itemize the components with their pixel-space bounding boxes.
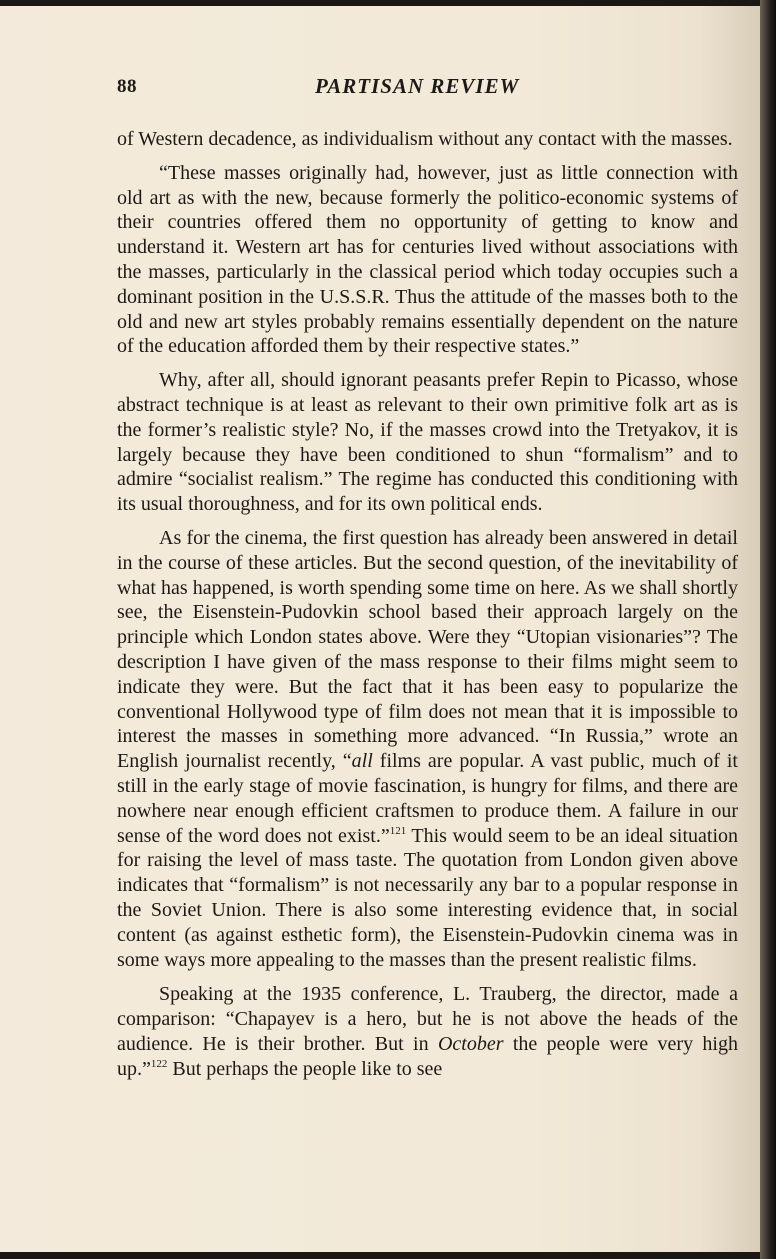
page-number: 88 (117, 76, 137, 97)
emphasis-text: all (351, 750, 373, 773)
paragraph-text: As for the cinema, the first question has already been answered in detail in the course of these articles. But the second question, of the inevitability of what has happened, is worth spending some time on here. As we shall shortly see, the Eisenstein-Pudovkin school based their approach largely on the principle which London states above. Were they “Utopian visionaries”? The description I have given of the mass response to their films might seem to indicate they were. But the fact that it has been easy to popularize the conventional Hollywood type of film does not mean that it is impossible to interest the masses in something more advanced. “In Russia,” wrote an English journalist recently, “ (117, 526, 738, 773)
paragraph (117, 982, 738, 1081)
paragraph: Why, after all, should ignorant peasants prefer Repin to Picasso, whose abstract technique is at least as relevant to their own primitive folk art as is the former’s realistic style? No, if the masses crowd into the Tretyakov, it is largely because they have been conditioned to shun “formalism” and to admire “socialist realism.” The regime has conducted this conditioning with its usual thoroughness, and for its own political ends. (117, 369, 738, 516)
running-head: PARTISAN REVIEW (315, 74, 520, 98)
book-gutter-shadow (760, 0, 776, 1259)
paragraph: “These masses originally had, however, just as little connection with old art as with the new, because formerly the politico-economic systems of their countries offered them no opportunity of getting to know and understand it. Western art has for centuries lived without associations with the masses, particularly in the classical period which today occupies such a dominant position in the U.S.S.R. Thus the attitude of the masses both to the old and new art styles probably remains essentially dependent on the nature of the education afforded them by their respective states.” (117, 161, 738, 358)
body-text (117, 127, 738, 1090)
paragraph-text: But perhaps the people like to see (167, 1057, 443, 1080)
footnote-marker: 121 (389, 824, 407, 837)
paragraph (117, 526, 738, 972)
paragraph-text: This would seem to be an ideal situation for raising the level of mass taste. The quotation from London given above indicates that “formalism” is not necessarily any bar to a popular response in the Soviet Union. There is also some interesting evidence that, in social content (as against esthetic form), the Eisenstein-Pudovkin cinema was in some ways more appealing to the masses than the present realistic films. (117, 824, 739, 971)
paragraph-text: the people were very high up.” (117, 1032, 738, 1080)
paragraph-text: Speaking at the 1935 conference, L. Trauberg, the director, made a comparison: “Chapayev is a hero, but he is not above the heads of the audience. He is their brother. But in (117, 983, 738, 1055)
footnote-marker: 122 (150, 1057, 168, 1070)
emphasis-text: October (437, 1032, 504, 1055)
book-page (0, 6, 760, 1252)
paragraph: of Western decadence, as individualism without any contact with the masses. (117, 128, 733, 150)
page-header (117, 74, 737, 104)
paragraph-text: films are popular. A vast public, much of it still in the early stage of movie fascination, is hungry for films, and there are nowhere near enough efficient craftsmen to produce them. A failure in our sense of the word does not exist.” (117, 750, 738, 847)
